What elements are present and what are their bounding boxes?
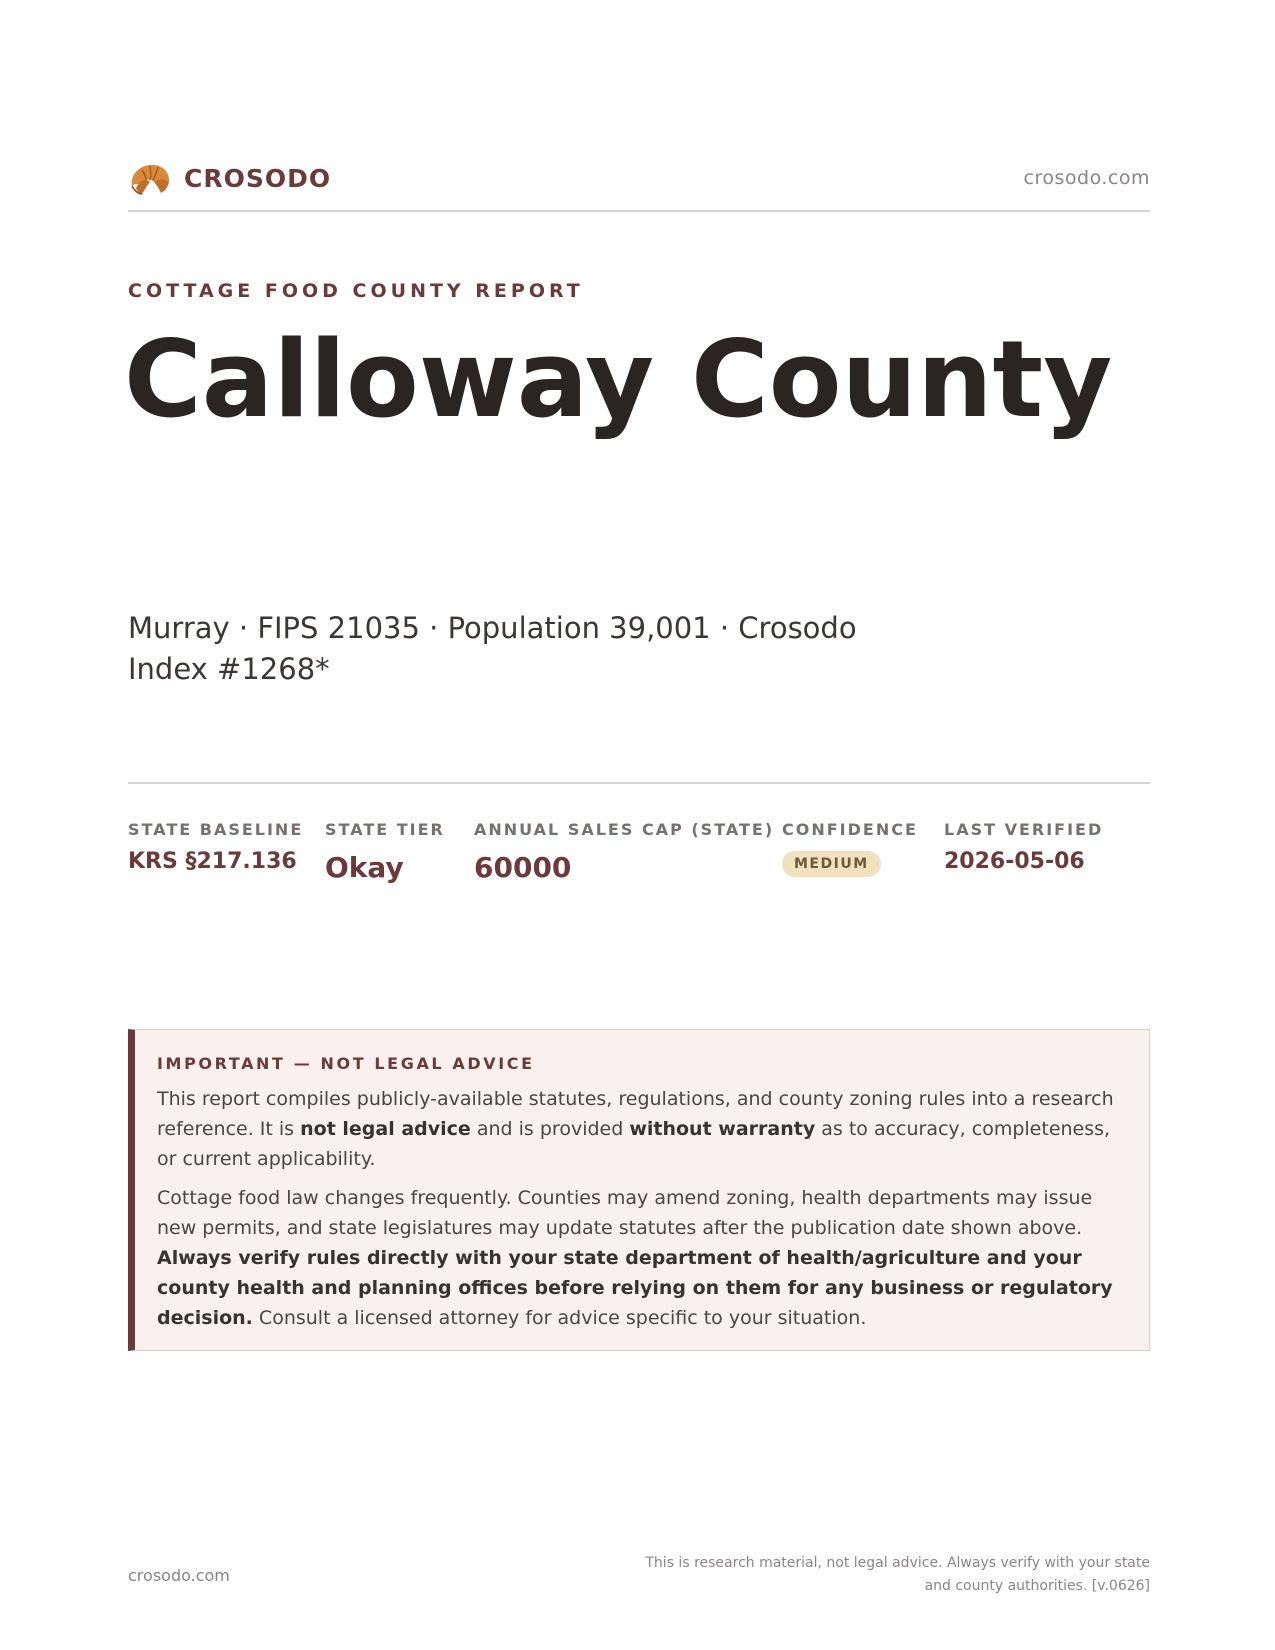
notice-paragraph bbox=[157, 1183, 1127, 1333]
notice-text: Consult a licensed attorney for advice specific to your situation. bbox=[252, 1307, 867, 1329]
stat-value: 60000 bbox=[474, 851, 572, 884]
brand[interactable] bbox=[128, 158, 331, 198]
stat-state-tier bbox=[325, 820, 445, 884]
legal-notice bbox=[128, 1029, 1150, 1351]
page-title: Calloway County bbox=[124, 318, 1113, 441]
stat-sales-cap bbox=[474, 820, 774, 884]
report-page bbox=[124, 0, 1150, 1650]
stat-label: ANNUAL SALES CAP (STATE) bbox=[474, 820, 775, 839]
footer-disclaimer-line: and county authorities. [v.0626] bbox=[924, 1578, 1150, 1594]
stat-label: STATE TIER bbox=[325, 820, 445, 839]
stat-label: CONFIDENCE bbox=[782, 820, 918, 839]
notice-title: IMPORTANT — NOT LEGAL ADVICE bbox=[157, 1054, 535, 1073]
stat-value: 2026-05-06 bbox=[944, 849, 1085, 874]
stats-divider bbox=[128, 782, 1150, 784]
notice-text: and is provided bbox=[470, 1118, 630, 1140]
notice-text: Cottage food law changes frequently. Counties may amend zoning, health departments may issue new permits, and state legislatures may update statutes after the publication date shown above. bbox=[157, 1187, 1093, 1239]
report-eyebrow: COTTAGE FOOD COUNTY REPORT bbox=[128, 280, 584, 302]
stat-confidence bbox=[782, 820, 918, 877]
notice-text: as to accuracy, completeness, or current applicability. bbox=[157, 1118, 1111, 1170]
notice-text: This report compiles publicly-available statutes, regulations, and county zoning rules into a research reference. It is bbox=[157, 1088, 1114, 1140]
county-subtitle: Murray · FIPS 21035 · Population 39,001 · Crosodo Index #1268* bbox=[128, 611, 857, 686]
stat-label: STATE BASELINE bbox=[128, 820, 304, 839]
footer-disclaimer bbox=[590, 1552, 1150, 1598]
brand-name: CROSODO bbox=[184, 163, 332, 193]
notice-paragraph bbox=[157, 1084, 1127, 1174]
header-divider bbox=[128, 210, 1150, 212]
stat-value: Okay bbox=[325, 851, 404, 884]
notice-emphasis: without warranty bbox=[629, 1118, 816, 1140]
page-header bbox=[128, 158, 1150, 210]
stat-value: KRS §217.136 bbox=[128, 849, 297, 874]
stat-last-verified bbox=[944, 820, 1103, 874]
confidence-badge: MEDIUM bbox=[782, 851, 881, 877]
stat-state-baseline bbox=[128, 820, 303, 874]
footer-disclaimer-line: This is research material, not legal advice. Always verify with your state bbox=[645, 1555, 1150, 1571]
croissant-icon bbox=[128, 158, 172, 198]
notice-body bbox=[157, 1084, 1127, 1342]
notice-emphasis: not legal advice bbox=[300, 1118, 471, 1140]
notice-emphasis: Always verify rules directly with your state department of health/agriculture and your county health and planning offices before relying on them for any business or regulatory decision. bbox=[157, 1247, 1113, 1329]
footer-site-link[interactable]: crosodo.com bbox=[128, 1566, 230, 1585]
stat-label: LAST VERIFIED bbox=[944, 820, 1104, 839]
site-url-link[interactable]: crosodo.com bbox=[1023, 167, 1150, 189]
